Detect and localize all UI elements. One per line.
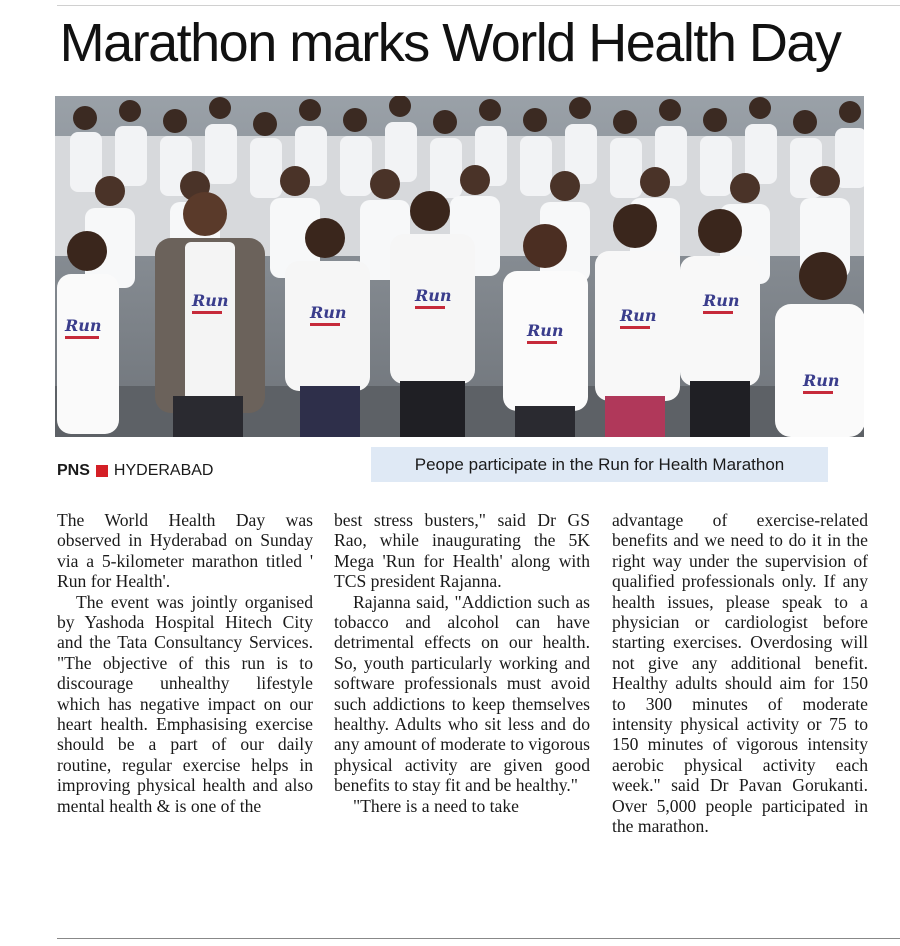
article-column-3 [612, 510, 868, 837]
byline-location: HYDERABAD [113, 462, 214, 479]
photo-caption: Peope participate in the Run for Health Marathon [371, 447, 828, 482]
shirt-logo: Run [620, 306, 657, 325]
shirt-logo: Run [192, 291, 229, 310]
paragraph: The event was jointly organised by Yashoda Hospital Hitech City and the Tata Consultancy Services. "The objective of this run is to discourage unhealthy lifestyle which has negative impact on our heart health. Emphasising exercise should be a part of our daily routine, regular exercise helps in improving physical health and also mental health & is one of the [57, 591, 313, 816]
shirt-logo: Run [703, 291, 740, 310]
paragraph: best stress busters," said Dr GS Rao, while inaugurating the 5K Mega 'Run for Health' along with TCS president Rajanna. [334, 510, 590, 592]
paragraph: Rajanna said, "Addiction such as tobacco and alcohol can have detrimental effects on our health. So, youth particularly working and software professionals must avoid such addictions to keep themselves healthy. Adults who sit less and do any amount of moderate to vigorous physical activity are given good benefits to stay fit and be healthy." [334, 591, 590, 796]
headline: Marathon marks World Health Day [59, 13, 841, 73]
crowd-illustration [55, 96, 864, 437]
shirt-logo: Run [803, 371, 840, 390]
paragraph: The World Health Day was observed in Hyderabad on Sunday via a 5-kilometer marathon titled ' Run for Health'. [57, 510, 313, 592]
shirt-logo: Run [527, 321, 564, 340]
red-square-icon [96, 465, 108, 477]
shirt-logo: Run [415, 286, 452, 305]
paragraph: advantage of exercise-related benefits and we need to do it in the right way under the supervision of qualified professionals only. If any health issues, please speak to a physician or cardiologist before starting exercises. Overdosing will not give any additional benefit. Healthy adults should aim for 150 to 300 minutes of moderate intensity physical activity or 75 to 150 minutes of vigorous intensity aerobic physical activity each week." said Dr Pavan Gorukanti. Over 5,000 people participated in the marathon. [612, 510, 868, 837]
byline-agency: PNS [57, 462, 90, 479]
paragraph: "There is a need to take [353, 795, 519, 816]
bottom-rule [57, 938, 900, 939]
article-column-1 [57, 510, 313, 816]
byline [57, 462, 213, 480]
shirt-logo: Run [65, 316, 102, 335]
article-column-2 [334, 510, 590, 816]
marathon-photo [55, 96, 864, 437]
shirt-logo: Run [310, 303, 347, 322]
